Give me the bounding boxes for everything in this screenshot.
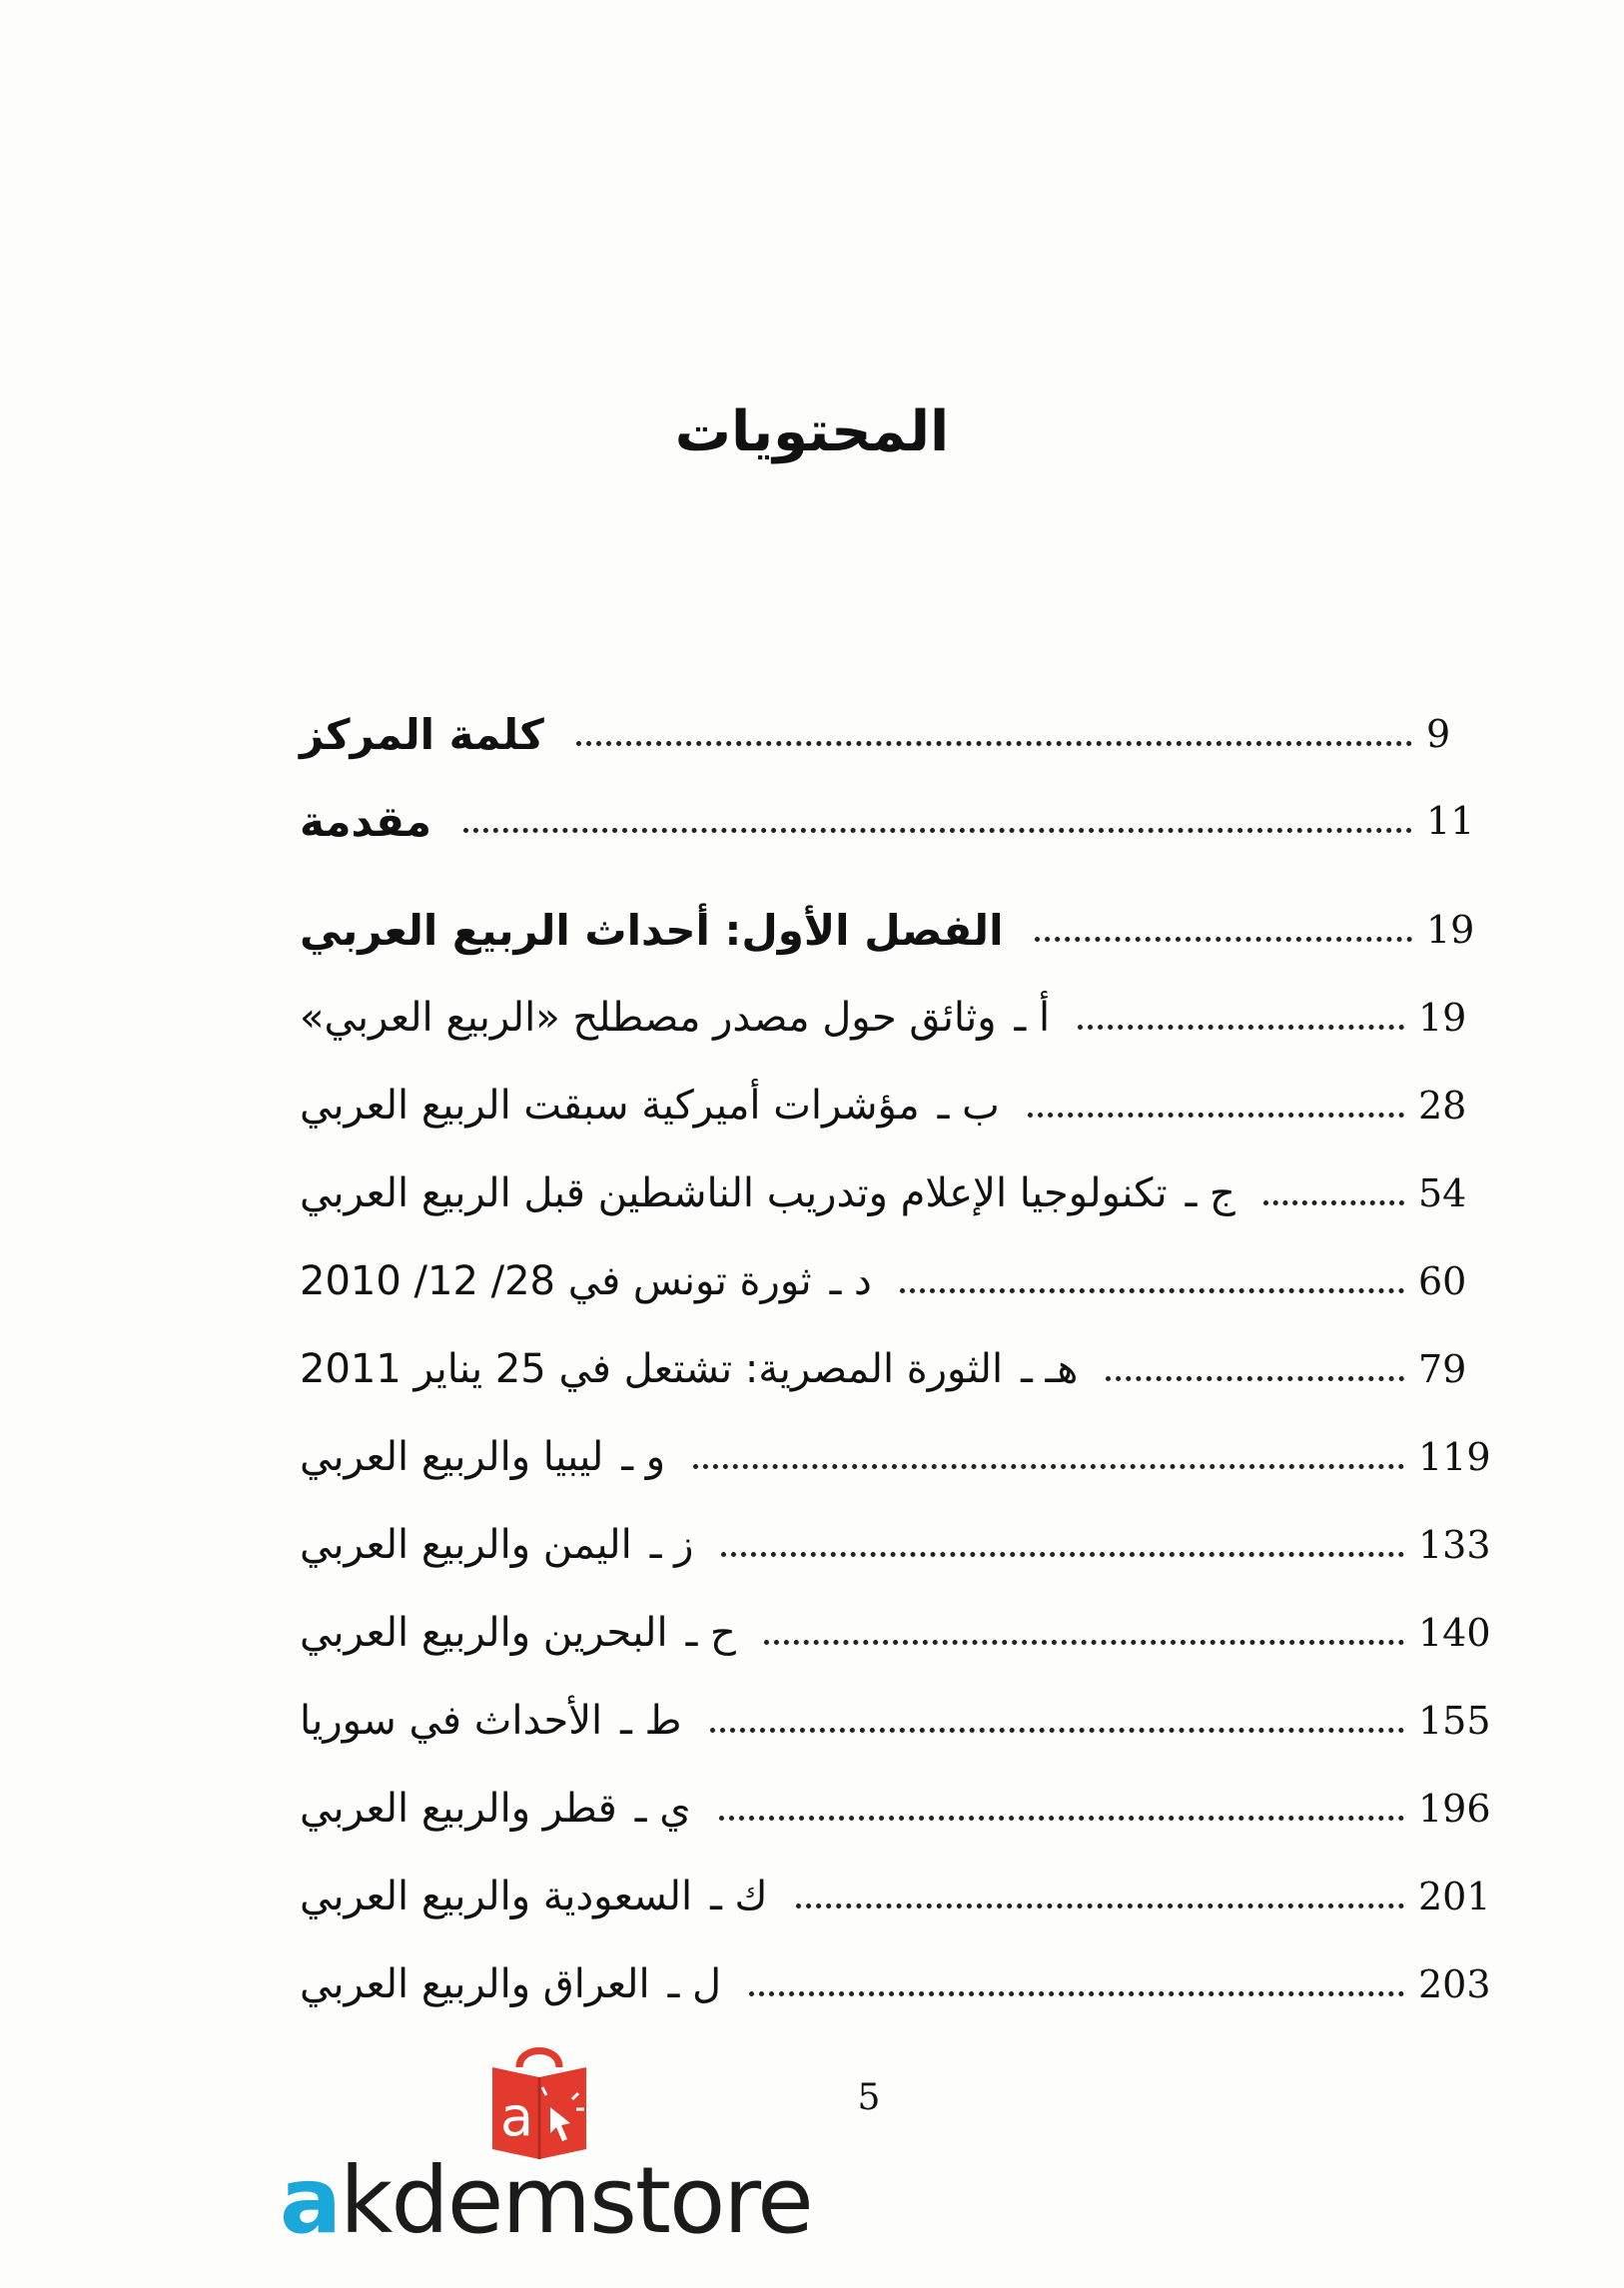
toc-entry — [300, 1952, 1491, 2016]
entry-prefix: ح ـ — [685, 1610, 736, 1656]
toc-entry — [300, 1425, 1491, 1489]
entry-title: ثورة تونس في 28/ 12/ 2010 — [300, 1258, 812, 1304]
entry-prefix: د ـ — [829, 1258, 872, 1304]
entry-prefix: ز ـ — [649, 1522, 694, 1568]
logo-wordmark — [280, 2147, 812, 2254]
entry-title: قطر والربيع العربي — [300, 1786, 617, 1832]
entry-title: ليبيا والربيع العربي — [300, 1434, 604, 1480]
entry-prefix: أ ـ — [1014, 995, 1051, 1041]
toc-entry — [300, 1777, 1491, 1841]
entry-page-number: 9 — [1426, 712, 1451, 756]
entry-prefix: و ـ — [621, 1434, 666, 1480]
toc-entry — [300, 1865, 1491, 1928]
dot-leader — [576, 737, 1412, 746]
logo-bag-letter: a — [500, 2085, 534, 2148]
dot-leader — [900, 1284, 1404, 1293]
entry-page-number: 201 — [1418, 1875, 1491, 1918]
entry-title: تكنولوجيا الإعلام وتدريب الناشطين قبل الربيع العربي — [300, 1170, 1168, 1216]
entry-title: اليمن والربيع العربي — [300, 1522, 632, 1568]
entry-title: الأحداث في سوريا — [300, 1698, 603, 1744]
logo-letter-a: a — [280, 2147, 341, 2254]
dot-leader — [710, 1724, 1404, 1733]
toc-entry — [300, 789, 1496, 853]
entry-page-number: 155 — [1418, 1699, 1491, 1743]
dot-leader — [719, 1812, 1404, 1821]
page-title: المحتويات — [674, 399, 950, 464]
entry-title: السعودية والربيع العربي — [300, 1874, 693, 1919]
entry-page-number: 133 — [1418, 1523, 1491, 1567]
entry-page-number: 203 — [1418, 1962, 1491, 2006]
entry-prefix: ب ـ — [937, 1083, 1000, 1129]
entry-page-number: 79 — [1418, 1347, 1467, 1391]
dot-leader — [1035, 933, 1412, 942]
entry-page-number: 28 — [1418, 1084, 1467, 1128]
toc-entry — [300, 1161, 1488, 1225]
entry-title: العراق والربيع العربي — [300, 1961, 650, 2007]
dot-leader — [764, 1636, 1404, 1645]
entry-page-number: 140 — [1418, 1611, 1491, 1655]
entry-title: الفصل الأول: أحداث الربيع العربي — [300, 905, 1004, 955]
entry-title: وثائق حول مصدر مصطلح «الربيع العربي» — [300, 995, 997, 1041]
dot-leader — [1106, 1372, 1404, 1381]
toc-entry — [300, 1074, 1488, 1138]
entry-page-number: 19 — [1418, 996, 1467, 1040]
entry-page-number: 19 — [1426, 908, 1475, 952]
entry-title: الثورة المصرية: تشتعل في 25 يناير 2011 — [300, 1346, 1004, 1392]
entry-page-number: 119 — [1418, 1435, 1491, 1479]
toc-entry — [300, 986, 1488, 1050]
toc-entry — [300, 1689, 1491, 1753]
dot-leader — [1263, 1196, 1404, 1205]
page-number: 5 — [857, 2077, 881, 2118]
toc-entry — [300, 898, 1496, 962]
entry-prefix: ط ـ — [620, 1698, 682, 1744]
entry-page-number: 11 — [1426, 799, 1475, 843]
entry-prefix: ي ـ — [634, 1786, 691, 1832]
dot-leader — [1078, 1021, 1404, 1030]
dot-leader — [1028, 1109, 1404, 1118]
toc-entry — [300, 1601, 1491, 1665]
dot-leader — [796, 1900, 1405, 1908]
dot-leader — [749, 1987, 1404, 1996]
dot-leader — [693, 1460, 1404, 1469]
entry-title: مؤشرات أميركية سبقت الربيع العربي — [300, 1083, 920, 1129]
watermark-logo — [280, 2037, 819, 2254]
entry-prefix: ل ـ — [667, 1961, 722, 2007]
entry-title: كلمة المركز — [300, 709, 544, 759]
entry-prefix: هـ ـ — [1021, 1346, 1079, 1392]
entry-page-number: 54 — [1418, 1171, 1467, 1215]
toc-entry — [300, 1513, 1491, 1577]
toc-entry — [300, 702, 1496, 766]
entry-prefix: ج ـ — [1185, 1170, 1235, 1216]
entry-title: مقدمة — [300, 796, 431, 846]
toc-entry — [300, 1337, 1488, 1401]
logo-name: kdemstore — [340, 2147, 812, 2254]
entry-title: البحرين والربيع العربي — [300, 1610, 668, 1656]
dot-leader — [721, 1548, 1404, 1557]
shopping-bag-icon — [484, 2037, 594, 2162]
toc-entry — [300, 1249, 1488, 1313]
dot-leader — [463, 824, 1412, 833]
entry-page-number: 196 — [1418, 1787, 1491, 1831]
entry-page-number: 60 — [1418, 1259, 1467, 1303]
entry-prefix: ك ـ — [710, 1874, 768, 1919]
